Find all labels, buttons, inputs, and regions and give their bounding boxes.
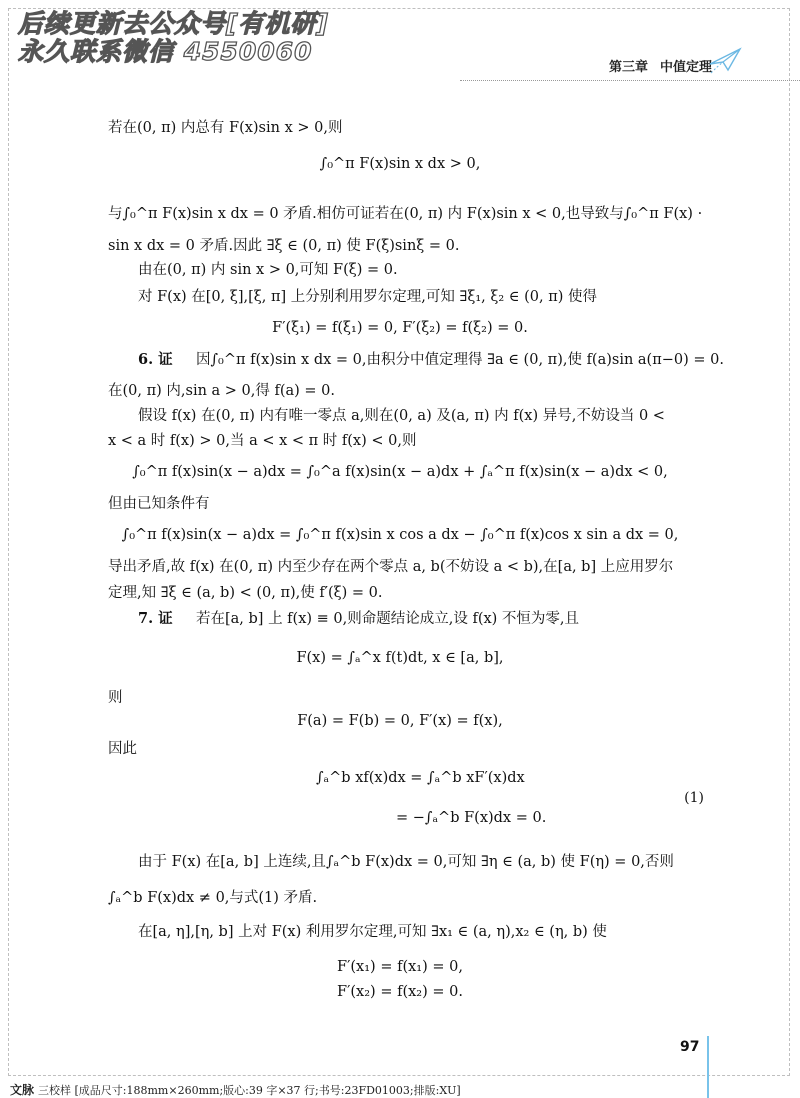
footer-brand: 文脉 [10, 1083, 35, 1097]
text-line: sin x dx = 0 矛盾.因此 ∃ξ ∈ (0, π) 使 F(ξ)sinξ = 0. [108, 238, 460, 254]
equation: F′(x₁) = f(x₁) = 0, [337, 959, 463, 975]
chapter-label: 第三章 [608, 60, 648, 75]
equation: ∫₀^π F(x)sin x dx > 0, [319, 156, 481, 172]
text-line: 若在(0, π) 内总有 F(x)sin x > 0,则 [108, 120, 343, 136]
section-title: 中值定理 [659, 60, 712, 75]
equation: F(a) = F(b) = 0, F′(x) = f(x), [297, 713, 503, 729]
text-line: 与∫₀^π F(x)sin x dx = 0 矛盾.相仿可证若在(0, π) 内 F(x)sin x < 0,也导致与∫₀^π F(x) · [108, 206, 703, 222]
equation: = −∫ₐ^b F(x)dx = 0. [396, 810, 547, 826]
running-head [609, 56, 712, 75]
equation: F(x) = ∫ₐ^x f(t)dt, x ∈ [a, b], [296, 650, 504, 666]
problem-7-label: 7. 证 [138, 610, 173, 627]
footer-info: 三校样 [成品尺寸:188mm×260mm;版心:39 字×37 行;书号:23FD01003;排版:XU] [38, 1084, 461, 1097]
text-line: 假设 f(x) 在(0, π) 内有唯一零点 a,则在(0, a) 及(a, π) 内 f(x) 异号,不妨设当 0 < [138, 408, 665, 424]
page-number: 97 [680, 1039, 700, 1055]
text-line: 因此 [108, 741, 137, 757]
text-line: 导出矛盾,故 f(x) 在(0, π) 内至少存在两个零点 a, b(不妨设 a < b),在[a, b] 上应用罗尔 [108, 559, 674, 575]
problem-6-label: 6. 证 [138, 351, 173, 368]
paper-plane-icon [708, 46, 742, 76]
equation: F′(x₂) = f(x₂) = 0. [337, 984, 463, 1000]
text-line: 在[a, η],[η, b] 上对 F(x) 利用罗尔定理,可知 ∃x₁ ∈ (a, η),x₂ ∈ (η, b) 使 [138, 924, 607, 940]
text-line: 则 [108, 690, 123, 706]
text-line: 对 F(x) 在[0, ξ],[ξ, π] 上分别利用罗尔定理,可知 ∃ξ₁, ξ₂ ∈ (0, π) 使得 [138, 289, 598, 305]
equation: F′(ξ₁) = f(ξ₁) = 0, F′(ξ₂) = f(ξ₂) = 0. [272, 320, 528, 336]
equation: ∫ₐ^b xf(x)dx = ∫ₐ^b xF′(x)dx [316, 770, 525, 786]
text-line: 但由已知条件有 [108, 496, 210, 512]
edge-bar [707, 1036, 709, 1098]
text-line: 因∫₀^π f(x)sin x dx = 0,由积分中值定理得 ∃a ∈ (0, π),使 f(a)sin a(π−0) = 0. [196, 352, 724, 368]
text-line: x < a 时 f(x) > 0,当 a < x < π 时 f(x) < 0,则 [108, 433, 417, 449]
text-line: 定理,知 ∃ξ ∈ (a, b) < (0, π),使 f′(ξ) = 0. [108, 585, 383, 601]
print-footer [10, 1081, 461, 1098]
text-line: 由在(0, π) 内 sin x > 0,可知 F(ξ) = 0. [138, 262, 398, 278]
watermark-line-1: 后续更新去公众号[有机研] [18, 9, 329, 38]
header-rule [460, 80, 800, 81]
equation: ∫₀^π f(x)sin(x − a)dx = ∫₀^π f(x)sin x cos a dx − ∫₀^π f(x)cos x sin a dx = 0, [121, 527, 679, 543]
equation-number: (1) [684, 790, 704, 806]
text-line: 由于 F(x) 在[a, b] 上连续,且∫ₐ^b F(x)dx = 0,可知 ∃η ∈ (a, b) 使 F(η) = 0,否则 [138, 854, 674, 870]
watermark-line-2: 永久联系微信 4550060 [18, 37, 313, 66]
text-line: 若在[a, b] 上 f(x) ≡ 0,则命题结论成立,设 f(x) 不恒为零,且 [196, 611, 580, 627]
equation: ∫₀^π f(x)sin(x − a)dx = ∫₀^a f(x)sin(x − a)dx + ∫ₐ^π f(x)sin(x − a)dx < 0, [132, 464, 668, 480]
text-line: ∫ₐ^b F(x)dx ≠ 0,与式(1) 矛盾. [108, 890, 318, 906]
text-line: 在(0, π) 内,sin a > 0,得 f(a) = 0. [108, 383, 336, 399]
